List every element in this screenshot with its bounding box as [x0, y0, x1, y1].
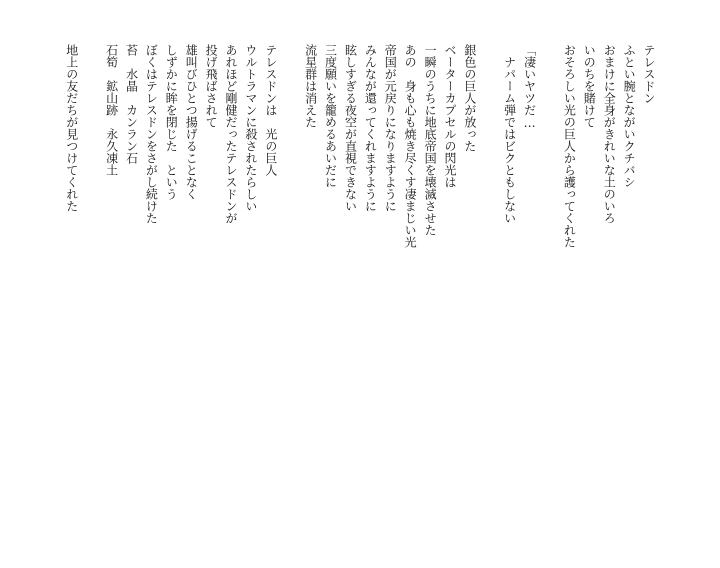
poem-line: ふとい腕とながいクチバシ	[622, 44, 637, 188]
stanza-gap	[81, 44, 101, 544]
poem-line: 苔 水晶 カンラン石	[124, 44, 139, 164]
stanza-5	[61, 44, 81, 544]
stanza-4	[101, 44, 280, 544]
stanza-1	[558, 44, 658, 544]
poem-line: おまけに全身がきれいな土のいろ	[602, 44, 617, 224]
poem-line: あの 身も心も焼き尽くす凄まじい光	[403, 44, 418, 248]
poem-line: おそろしい光の巨人から護ってくれた	[562, 44, 577, 248]
stanza-gap	[479, 44, 499, 544]
stanza-3	[300, 44, 479, 544]
stanza-gap	[539, 44, 559, 544]
poem-line: ぼくはテレスドンをさがし続けた	[144, 44, 159, 224]
poem-line: 流星群は消えた	[303, 44, 318, 128]
poem-line: 地上の友だちが見つけてくれた	[64, 44, 79, 212]
poem-line: テレスドンは 光の巨人	[263, 44, 278, 176]
poem-line: 投げ飛ばされて	[204, 44, 219, 128]
stanza-2	[499, 44, 539, 544]
vertical-poem	[61, 44, 658, 544]
poem-line: 銀色の巨人が放った	[462, 44, 477, 152]
poem-line: 雄叫びひとつ揚げることなく	[184, 44, 199, 200]
poem-line: ナパーム弾ではビクともしない	[502, 56, 517, 224]
stanza-gap	[280, 44, 300, 544]
poem-line: 三度願いを籠めるあいだに	[323, 44, 338, 188]
poem-line: 石筍 鉱山跡 永久凍土	[104, 44, 119, 176]
poem-line: 一瞬のうちに地底帝国を壊滅させた	[423, 44, 438, 236]
poem-line: 眩しすぎる夜空が直視できない	[343, 44, 358, 212]
poem-line: あれほど剛健だったテレスドンが	[224, 44, 239, 224]
poem-line: 帝国が元戻りになりますように	[383, 44, 398, 212]
poem-line: 「凄いヤツだ…	[522, 44, 537, 130]
poem-line: しずかに眸を閉じた という	[164, 44, 179, 200]
poem-line: いのちを賭けて	[582, 44, 597, 128]
poem-line: テレスドン	[642, 44, 656, 104]
poem-line: ベーターカプセルの閃光は	[442, 44, 457, 188]
poem-line: ウルトラマンに殺されたらしい	[243, 44, 258, 212]
poem-line: みんなが還ってくれますように	[363, 44, 378, 212]
